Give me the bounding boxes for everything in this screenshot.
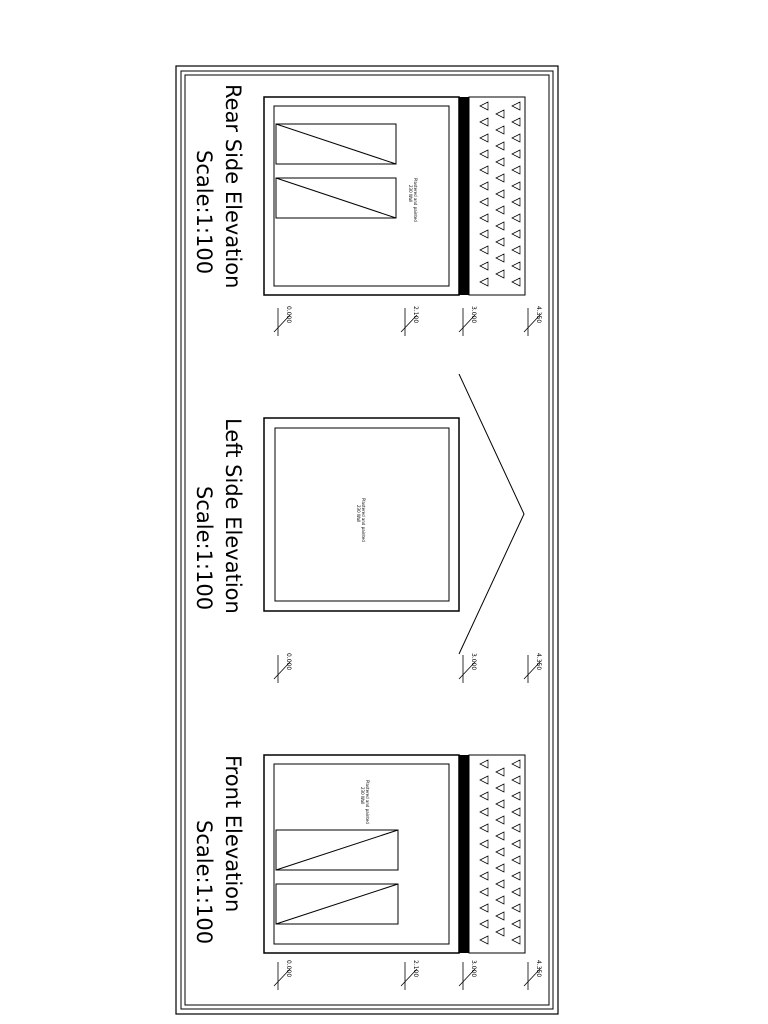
left-level-1: 3.000 <box>470 653 477 671</box>
rear-window-1 <box>276 124 396 164</box>
front-level-2: 3.000 <box>470 960 477 978</box>
rear-wall-inner <box>274 106 449 286</box>
left-note-1: Plastered and painted <box>361 498 366 542</box>
rear-level-markers <box>274 308 540 336</box>
front-level-0: 0.000 <box>285 960 292 978</box>
left-elevation <box>192 374 542 683</box>
front-foundation-hatch <box>480 760 520 944</box>
front-level-markers <box>274 962 540 990</box>
rear-note-2: 230 Wall <box>408 185 413 203</box>
front-door-2 <box>276 884 398 924</box>
front-level-1: 2.100 <box>412 960 419 978</box>
rear-level-0: 0.000 <box>285 306 292 324</box>
front-level-3: 4.350 <box>535 960 542 978</box>
rear-foundation <box>469 97 525 295</box>
rear-level-2: 3.000 <box>470 306 477 324</box>
rear-plinth-band <box>459 97 469 295</box>
left-level-2: 4.350 <box>535 653 542 671</box>
left-title: Left Side Elevation <box>221 418 245 614</box>
front-scale: Scale:1:100 <box>192 820 216 945</box>
front-title: Front Elevation <box>221 755 245 913</box>
rear-level-1: 2.100 <box>412 306 419 324</box>
front-note-1: Plastered and painted <box>365 780 370 824</box>
front-door-1 <box>276 830 398 870</box>
left-level-0: 0.000 <box>285 653 292 671</box>
front-plinth-band <box>459 755 469 953</box>
rear-level-3: 4.350 <box>535 306 542 324</box>
left-scale: Scale:1:100 <box>192 486 216 611</box>
rear-scale: Scale:1:100 <box>192 150 216 275</box>
front-note-2: 230 Wall <box>360 787 365 805</box>
left-note-2: 230 Wall <box>356 505 361 523</box>
rear-elevation <box>192 84 542 336</box>
rear-title: Rear Side Elevation <box>221 84 245 289</box>
rear-foundation-hatch <box>480 102 520 286</box>
left-roof-outline <box>459 374 524 654</box>
front-wall-outer <box>264 755 459 953</box>
rear-note-1: Plastered and painted <box>413 178 418 222</box>
front-elevation <box>192 755 542 990</box>
rear-window-2 <box>276 178 396 218</box>
left-level-markers <box>274 655 540 683</box>
front-foundation <box>469 755 525 953</box>
rear-wall-outer <box>264 97 459 295</box>
